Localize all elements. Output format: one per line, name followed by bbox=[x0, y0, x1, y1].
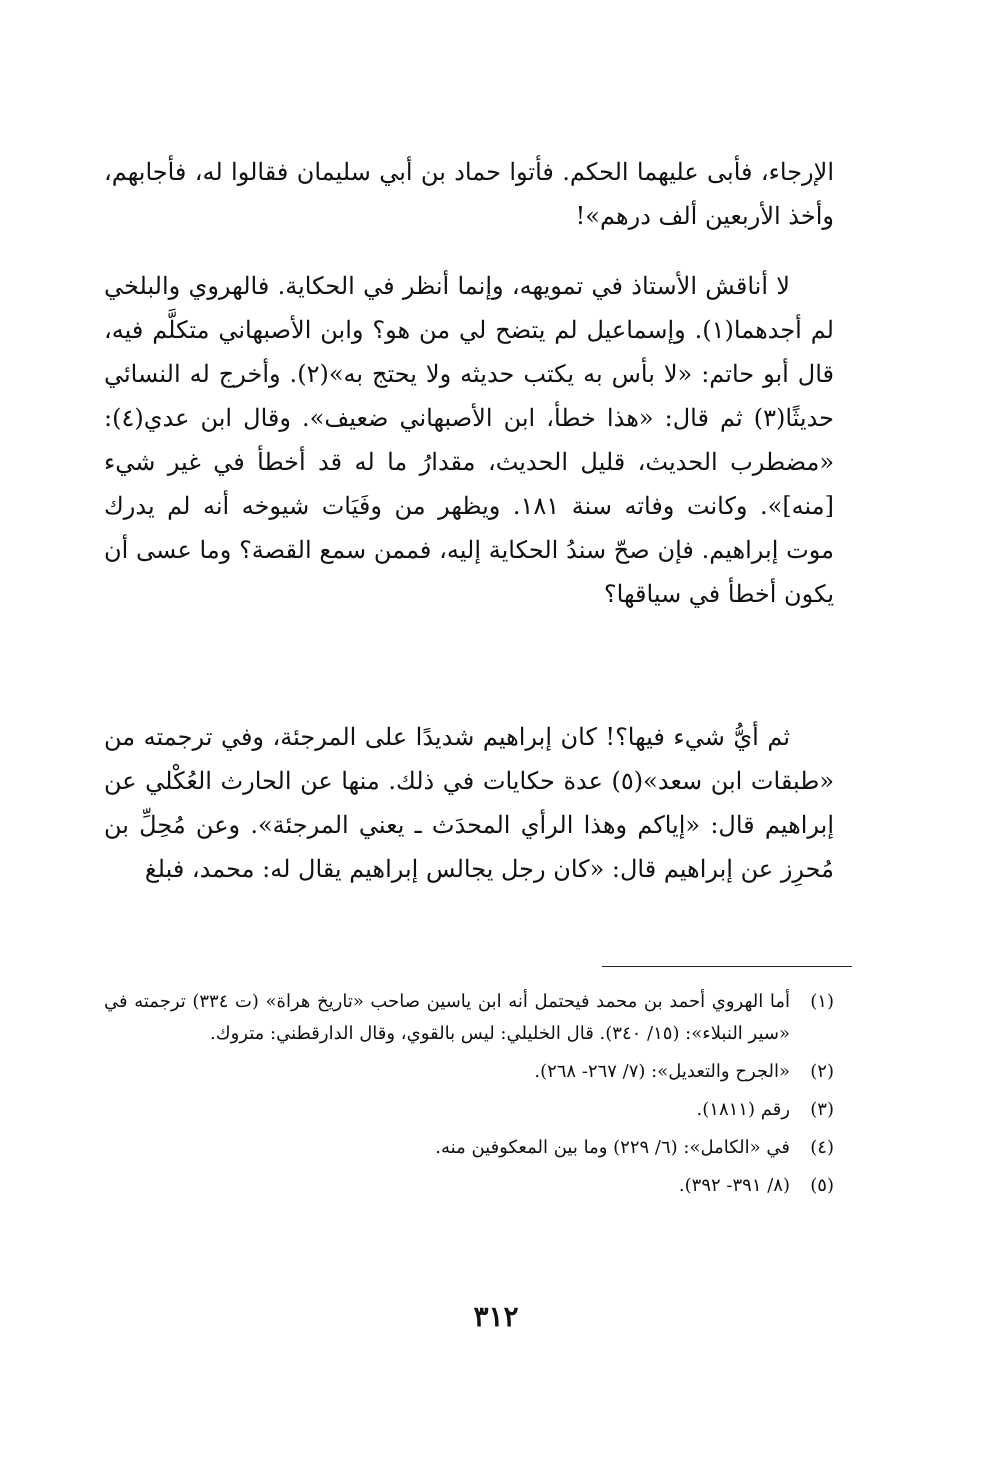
footnote-text: في «الكامل»: (٦/ ٢٢٩) وما بين المعكوفين منه. bbox=[435, 1137, 790, 1158]
page-number: ٣١٢ bbox=[473, 1300, 519, 1333]
paragraph-text: لا أناقش الأستاذ في تمويهه، وإنما أنظر في الحكاية. فالهروي والبلخي لم أجدهما(١). وإسماعيل لم يتضح لي من هو؟ وابن الأصبهاني متكلَّم فيه، قال أبو حاتم: «لا بأس به يكتب حديثه ولا يحتج به»(٢). وأخرج له النسائي حديثًا(٣) ثم قال: «هذا خطأ، ابن الأصبهاني ضعيف». وقال ابن عدي(٤): «مضطرب الحديث، قليل الحديث، مقدارُ ما له قد أخطأ في غير شيء [منه]». وكانت وفاته سنة ١٨١. ويظهر من وفَيَات شيوخه أنه لم يدرك موت إبراهيم. فإن صحّ سندُ الحكاية إليه، فممن سمع القصة؟ وما عسى أن يكون أخطأ في سياقها؟ bbox=[104, 272, 835, 608]
body-paragraph-2 bbox=[104, 264, 834, 616]
footnote-number: (٣) bbox=[810, 1099, 834, 1120]
footnote-1 bbox=[104, 986, 834, 1050]
footnote-number: (٥) bbox=[810, 1175, 834, 1196]
footnotes-section bbox=[104, 986, 834, 1208]
footnote-text: «الجرح والتعديل»: (٧/ ٢٦٧- ٢٦٨). bbox=[534, 1061, 790, 1082]
paragraph-text: الإرجاء، فأبى عليهما الحكم. فأتوا حماد بن أبي سليمان فقالوا له، فأجابهم، وأخذ الأربعين ألف درهم»! bbox=[104, 158, 835, 230]
footnote-text: أما الهروي أحمد بن محمد فيحتمل أنه ابن ياسين صاحب «تاريخ هراة» (ت ٣٣٤) ترجمته في «سير النبلاء»: (١٥/ ٣٤٠). قال الخليلي: ليس بالقوي، وقال الدارقطني: متروك. bbox=[104, 991, 790, 1044]
footnote-5 bbox=[104, 1170, 834, 1202]
footnote-2 bbox=[104, 1056, 834, 1088]
footnote-4 bbox=[104, 1132, 834, 1164]
body-paragraph-3 bbox=[104, 715, 834, 891]
footnote-3 bbox=[104, 1094, 834, 1126]
footnote-divider bbox=[602, 966, 852, 967]
body-paragraph-1 bbox=[104, 150, 834, 238]
footnote-number: (١) bbox=[810, 991, 834, 1012]
footnote-number: (٤) bbox=[810, 1137, 834, 1158]
footnote-text: (٨/ ٣٩١- ٣٩٢). bbox=[678, 1175, 790, 1196]
footnote-text: رقم (١٨١١). bbox=[696, 1099, 790, 1120]
footnote-number: (٢) bbox=[810, 1061, 834, 1082]
paragraph-text: ثم أيُّ شيء فيها؟! كان إبراهيم شديدًا على المرجئة، وفي ترجمته من «طبقات ابن سعد»(٥) عدة حكايات في ذلك. منها عن الحارث العُكْلي عن إبراهيم قال: «إياكم وهذا الرأي المحدَث ـ يعني المرجئة». وعن مُحِلِّ بن مُحرِز عن إبراهيم قال: «كان رجل يجالس إبراهيم يقال له: محمد، فبلغ bbox=[104, 723, 835, 883]
